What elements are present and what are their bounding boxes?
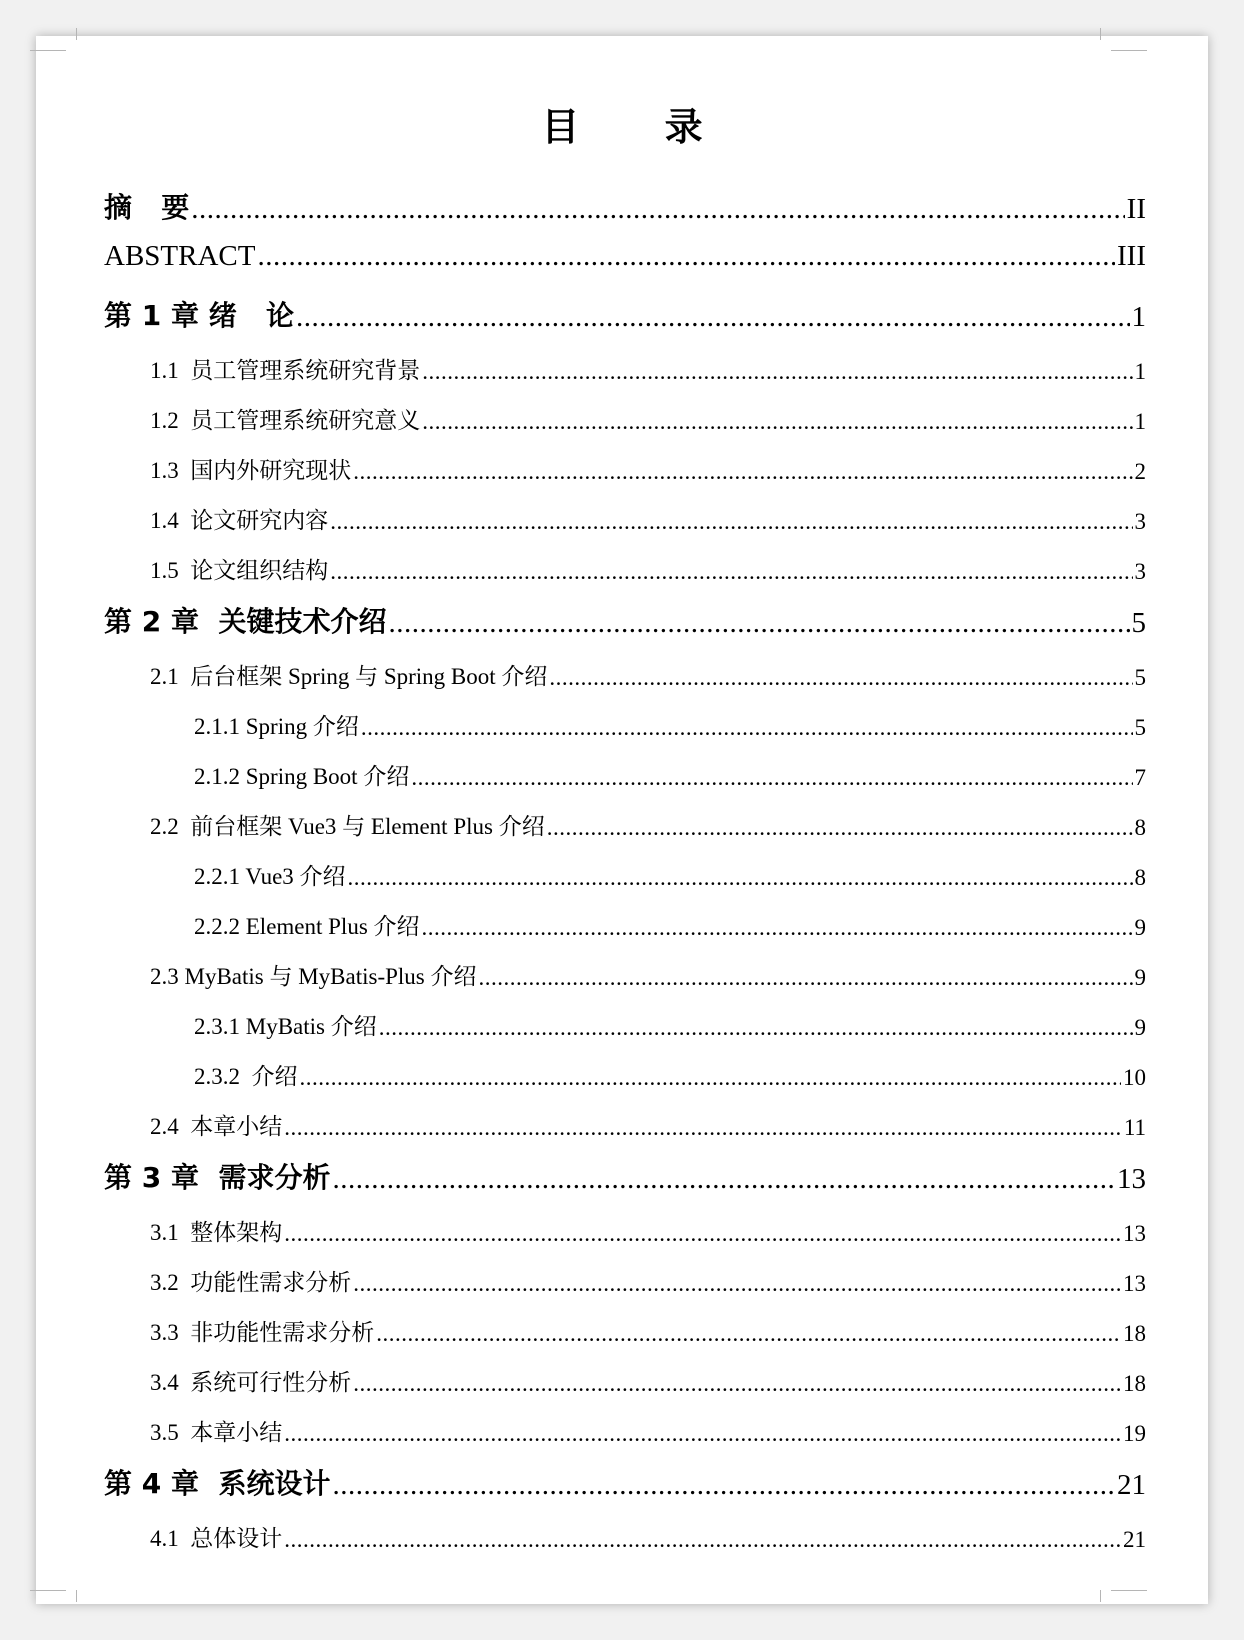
- toc-entry-3-3[interactable]: [150, 1314, 1146, 1347]
- dot-leader: [353, 459, 1132, 485]
- toc-entry-label: 1.3 国内外研究现状: [150, 458, 352, 483]
- dot-leader: [332, 1163, 1115, 1196]
- toc-entry-page: 3: [1134, 509, 1146, 534]
- toc-entry-label: 2.2.2 Element Plus 介绍: [194, 914, 420, 939]
- toc-entry-2-1-2[interactable]: [194, 758, 1146, 791]
- toc-entry-label: 1.5 论文组织结构: [150, 558, 329, 583]
- toc-entry-1-1[interactable]: [150, 352, 1146, 385]
- crop-mark: [1111, 1590, 1147, 1601]
- toc-entry-page: III: [1117, 240, 1146, 272]
- toc-entry-2-3-2[interactable]: [194, 1058, 1146, 1091]
- toc-entry-2-2-1[interactable]: [194, 858, 1146, 891]
- toc-entry-label: 2.2 前台框架 Vue3 与 Element Plus 介绍: [150, 814, 545, 839]
- toc-entry-label: 第 4 章 系统设计: [104, 1467, 331, 1500]
- dot-leader: [353, 1271, 1121, 1297]
- toc-entry-page: 7: [1134, 765, 1146, 790]
- toc-entry-2-3[interactable]: [150, 958, 1146, 991]
- toc-entry-page: 8: [1134, 865, 1146, 890]
- crop-mark: [1100, 1590, 1111, 1602]
- dot-leader: [284, 1221, 1121, 1247]
- dot-leader: [332, 1469, 1115, 1502]
- toc-entry-2-1[interactable]: [150, 658, 1146, 691]
- crop-mark: [30, 40, 66, 51]
- toc-entry-2-2[interactable]: [150, 808, 1146, 841]
- toc-entry-label: 3.3 非功能性需求分析: [150, 1320, 375, 1345]
- dot-leader: [411, 765, 1132, 791]
- toc-entry-label: ABSTRACT: [104, 240, 256, 272]
- toc-entry-page: 1: [1131, 301, 1146, 333]
- toc-entry-label: 第 3 章 需求分析: [104, 1161, 331, 1194]
- toc-entry-2-2-2[interactable]: [194, 908, 1146, 941]
- toc-title: 目 录: [541, 105, 739, 149]
- toc-entry-label: 3.4 系统可行性分析: [150, 1370, 352, 1395]
- toc-entry-page: 13: [1117, 1163, 1146, 1195]
- toc-entry-chapter-1[interactable]: [104, 294, 1146, 334]
- toc-entry-label: 1.1 员工管理系统研究背景: [150, 358, 421, 383]
- toc-entry-chapter-2[interactable]: [104, 600, 1146, 640]
- toc-entry-1-3[interactable]: [150, 452, 1146, 485]
- dot-leader: [361, 715, 1133, 741]
- dot-leader: [348, 865, 1133, 891]
- dot-leader: [300, 1065, 1122, 1091]
- toc-entry-page: 8: [1134, 815, 1146, 840]
- toc-entry-page: 9: [1134, 1015, 1146, 1040]
- crop-mark: [66, 28, 77, 40]
- toc-entry-label: 2.4 本章小结: [150, 1114, 283, 1139]
- dot-leader: [296, 301, 1130, 334]
- toc-entry-page: 9: [1134, 965, 1146, 990]
- dot-leader: [376, 1321, 1121, 1347]
- dot-leader: [547, 815, 1133, 841]
- toc-entry-abstract-cn[interactable]: [104, 186, 1146, 226]
- toc-entry-chapter-3[interactable]: [104, 1156, 1146, 1196]
- toc-entry-label: 第 1 章 绪 论: [104, 299, 294, 332]
- dot-leader: [479, 965, 1133, 991]
- toc-entry-label: 2.1 后台框架 Spring 与 Spring Boot 介绍: [150, 664, 548, 689]
- toc-entry-chapter-4[interactable]: [104, 1462, 1146, 1502]
- toc-entry-page: 5: [1134, 665, 1146, 690]
- crop-mark: [1111, 40, 1147, 51]
- toc-entry-page: 1: [1134, 359, 1146, 384]
- toc-entry-1-2[interactable]: [150, 402, 1146, 435]
- dot-leader: [422, 409, 1132, 435]
- toc-entry-page: 5: [1131, 607, 1146, 639]
- toc-entry-label: 3.2 功能性需求分析: [150, 1270, 352, 1295]
- dot-leader: [284, 1115, 1122, 1141]
- dot-leader: [284, 1421, 1121, 1447]
- toc-entry-2-1-1[interactable]: [194, 708, 1146, 741]
- toc-entry-page: 13: [1123, 1271, 1146, 1296]
- toc-entry-page: 3: [1134, 559, 1146, 584]
- toc-entry-label: 2.1.2 Spring Boot 介绍: [194, 764, 410, 789]
- dot-leader: [379, 1015, 1133, 1041]
- toc-entry-page: 18: [1123, 1321, 1146, 1346]
- dot-leader: [422, 915, 1133, 941]
- toc-entry-4-1[interactable]: [150, 1520, 1146, 1553]
- dot-leader: [388, 607, 1129, 640]
- toc-entry-1-5[interactable]: [150, 552, 1146, 585]
- toc-entry-page: 21: [1123, 1527, 1146, 1552]
- toc-entry-label: 1.4 论文研究内容: [150, 508, 329, 533]
- crop-mark: [66, 1590, 77, 1602]
- toc-entry-label: 2.2.1 Vue3 介绍: [194, 864, 346, 889]
- toc-entry-label: 1.2 员工管理系统研究意义: [150, 408, 421, 433]
- toc-entry-2-4[interactable]: [150, 1108, 1146, 1141]
- dot-leader: [284, 1527, 1121, 1553]
- toc-entry-label: 第 2 章 关键技术介绍: [104, 605, 387, 638]
- toc-entry-page: 11: [1123, 1115, 1146, 1140]
- dot-leader: [353, 1371, 1121, 1397]
- toc-entry-label: 摘 要: [104, 191, 190, 224]
- toc-entry-label: 3.1 整体架构: [150, 1220, 283, 1245]
- toc-entry-page: II: [1126, 193, 1146, 225]
- toc-entry-page: 1: [1134, 409, 1146, 434]
- toc-entry-label: 2.3.1 MyBatis 介绍: [194, 1014, 377, 1039]
- document-page: [36, 36, 1208, 1604]
- toc-entry-page: 5: [1134, 715, 1146, 740]
- dot-leader: [191, 193, 1124, 226]
- toc-entry-label: 2.1.1 Spring 介绍: [194, 714, 359, 739]
- toc-entry-page: 21: [1117, 1469, 1146, 1501]
- dot-leader: [422, 359, 1132, 385]
- toc-entry-page: 2: [1134, 459, 1146, 484]
- toc-entry-2-3-1[interactable]: [194, 1008, 1146, 1041]
- toc-entry-3-4[interactable]: [150, 1364, 1146, 1397]
- toc-entry-3-2[interactable]: [150, 1264, 1146, 1297]
- toc-entry-1-4[interactable]: [150, 502, 1146, 535]
- dot-leader: [549, 665, 1132, 691]
- toc-entry-page: 19: [1123, 1421, 1146, 1446]
- crop-mark: [1100, 28, 1111, 40]
- toc-entry-page: 18: [1123, 1371, 1146, 1396]
- dot-leader: [330, 509, 1132, 535]
- toc-entry-label: 2.3 MyBatis 与 MyBatis-Plus 介绍: [150, 964, 477, 989]
- crop-mark: [30, 1590, 66, 1601]
- toc-entry-page: 10: [1123, 1065, 1146, 1090]
- toc-entry-abstract-en[interactable]: [104, 240, 1146, 273]
- toc-entry-page: 13: [1123, 1221, 1146, 1246]
- toc-entry-label: 2.3.2 介绍: [194, 1064, 298, 1089]
- toc-entry-label: 3.5 本章小结: [150, 1420, 283, 1445]
- toc-entry-page: 9: [1134, 915, 1146, 940]
- dot-leader: [257, 240, 1115, 273]
- toc-entry-3-1[interactable]: [150, 1214, 1146, 1247]
- toc-entry-3-5[interactable]: [150, 1414, 1146, 1447]
- dot-leader: [330, 559, 1132, 585]
- toc-entry-label: 4.1 总体设计: [150, 1526, 283, 1551]
